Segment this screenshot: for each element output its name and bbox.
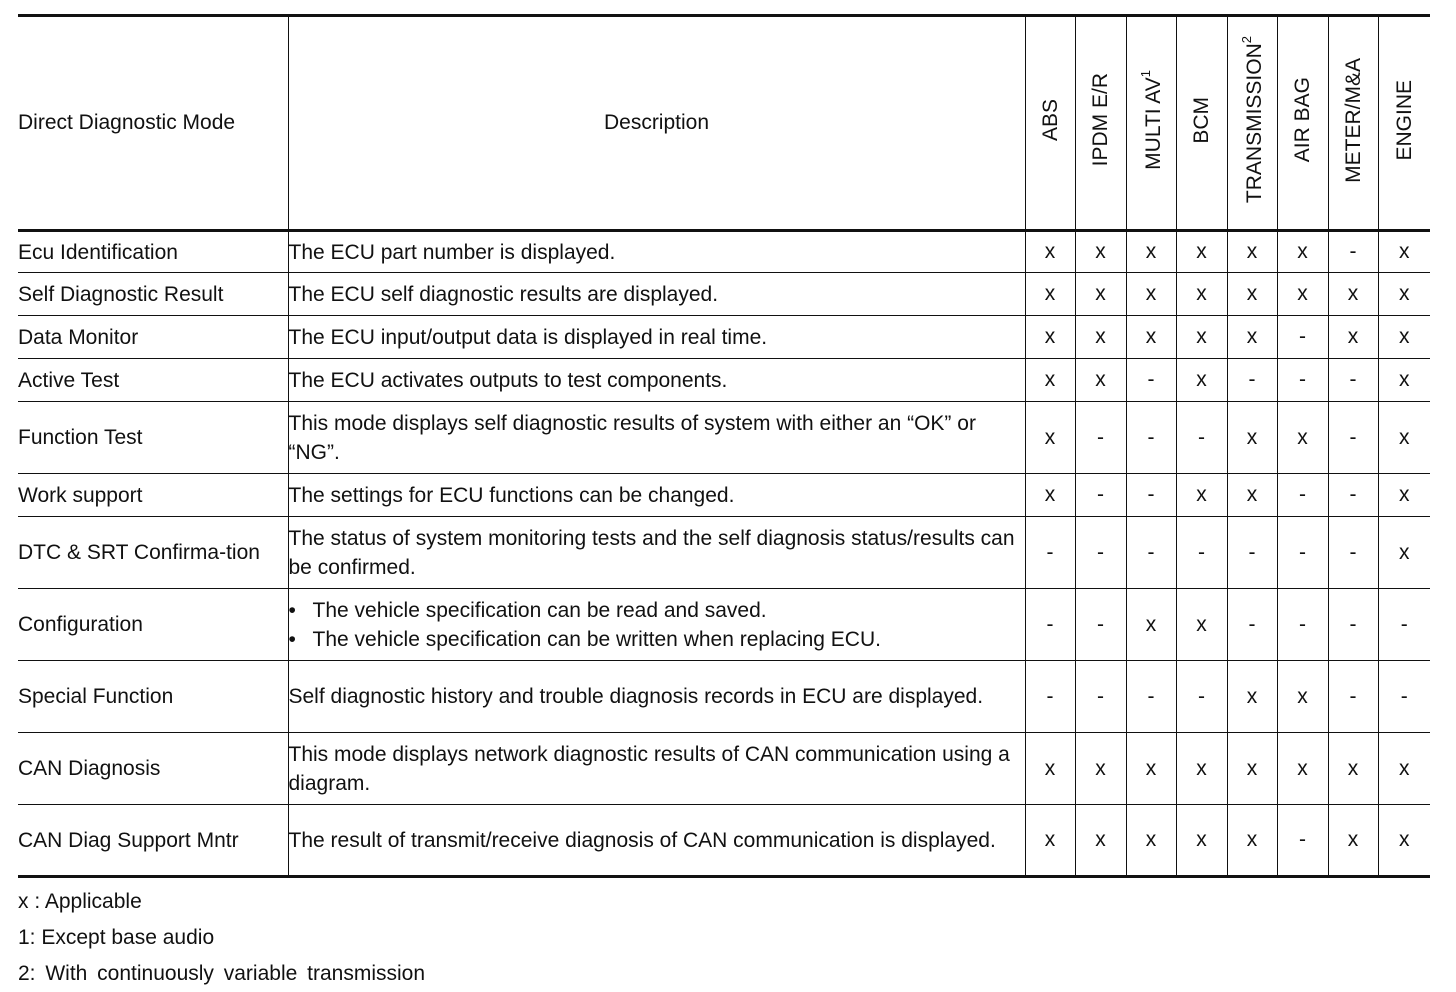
applicability-mark: - <box>1075 589 1126 661</box>
table-row <box>18 316 1430 359</box>
applicability-mark: - <box>1126 474 1176 517</box>
applicability-mark: - <box>1277 359 1328 402</box>
applicability-mark: - <box>1227 359 1277 402</box>
applicability-mark: - <box>1277 316 1328 359</box>
bullet-text: The vehicle specification can be written when replacing ECU. <box>312 627 881 651</box>
applicability-mark: x <box>1277 231 1328 273</box>
table-row <box>18 231 1430 273</box>
mode-cell: Special Function <box>18 661 288 733</box>
applicability-mark: x <box>1227 733 1277 805</box>
applicability-mark: x <box>1277 273 1328 316</box>
mode-cell: Active Test <box>18 359 288 402</box>
mode-cell: CAN Diag Support Mntr <box>18 805 288 877</box>
applicability-mark: x <box>1126 316 1176 359</box>
applicability-mark: x <box>1025 805 1075 877</box>
bullet-icon: • <box>288 598 296 622</box>
applicability-mark: - <box>1126 359 1176 402</box>
footnote-1: 1: Except base audio <box>18 926 215 949</box>
applicability-mark: - <box>1126 661 1176 733</box>
applicability-mark: x <box>1328 805 1378 877</box>
description-cell: The ECU self diagnostic results are displayed. <box>288 273 1025 316</box>
table-row <box>18 402 1430 474</box>
description-cell: This mode displays network diagnostic results of CAN communication using a diagram. <box>288 733 1025 805</box>
applicability-mark: x <box>1378 517 1430 589</box>
mode-cell: Self Diagnostic Result <box>18 273 288 316</box>
applicability-mark: x <box>1025 474 1075 517</box>
description-cell <box>288 589 1025 661</box>
applicability-mark: x <box>1025 231 1075 273</box>
table-row <box>18 661 1430 733</box>
table-row <box>18 589 1430 661</box>
applicability-mark: x <box>1075 805 1126 877</box>
description-cell: The settings for ECU functions can be changed. <box>288 474 1025 517</box>
applicability-mark: x <box>1075 316 1126 359</box>
applicability-mark: x <box>1025 402 1075 474</box>
description-cell: This mode displays self diagnostic results of system with either an “OK” or “NG”. <box>288 402 1025 474</box>
applicability-mark: - <box>1378 589 1430 661</box>
applicability-mark: x <box>1176 733 1227 805</box>
table-row <box>18 273 1430 316</box>
applicability-mark: x <box>1075 733 1126 805</box>
applicability-mark: - <box>1227 517 1277 589</box>
applicability-mark: - <box>1328 517 1378 589</box>
applicability-mark: - <box>1176 402 1227 474</box>
applicability-mark: x <box>1227 805 1277 877</box>
header-system-engine: ENGINE <box>1378 16 1430 231</box>
footnotes <box>18 884 425 992</box>
bullet-item <box>289 596 1025 625</box>
table-row <box>18 474 1430 517</box>
applicability-mark: - <box>1227 589 1277 661</box>
applicability-mark: x <box>1075 273 1126 316</box>
bullet-item <box>289 625 1025 654</box>
table-row <box>18 733 1430 805</box>
applicability-mark: x <box>1378 359 1430 402</box>
applicability-mark: x <box>1176 474 1227 517</box>
table-row <box>18 517 1430 589</box>
applicability-mark: x <box>1227 474 1277 517</box>
applicability-mark: x <box>1378 273 1430 316</box>
applicability-mark: x <box>1126 589 1176 661</box>
applicability-mark: x <box>1126 231 1176 273</box>
applicability-mark: - <box>1328 661 1378 733</box>
applicability-mark: x <box>1277 402 1328 474</box>
bullet-icon: • <box>288 627 296 651</box>
applicability-mark: x <box>1277 661 1328 733</box>
applicability-mark: - <box>1277 517 1328 589</box>
applicability-mark: x <box>1025 273 1075 316</box>
applicability-mark: - <box>1328 231 1378 273</box>
applicability-mark: x <box>1176 231 1227 273</box>
applicability-mark: x <box>1328 316 1378 359</box>
applicability-mark: - <box>1328 402 1378 474</box>
applicability-mark: - <box>1126 402 1176 474</box>
description-cell: The status of system monitoring tests and the self diagnosis status/results can be confirmed. <box>288 517 1025 589</box>
diagnostic-mode-table <box>18 14 1430 878</box>
applicability-mark: x <box>1378 805 1430 877</box>
applicability-mark: - <box>1328 474 1378 517</box>
applicability-mark: x <box>1176 805 1227 877</box>
table-row <box>18 359 1430 402</box>
applicability-mark: - <box>1176 661 1227 733</box>
applicability-mark: - <box>1328 359 1378 402</box>
header-description: Description <box>288 16 1025 231</box>
header-system-air-bag: AIR BAG <box>1277 16 1328 231</box>
header-system-transmission: TRANSMISSION$^2$ <box>1227 16 1277 231</box>
applicability-mark: - <box>1378 661 1430 733</box>
applicability-mark: x <box>1378 402 1430 474</box>
applicability-mark: x <box>1126 273 1176 316</box>
applicability-mark: - <box>1277 589 1328 661</box>
description-cell: The result of transmit/receive diagnosis of CAN communication is displayed. <box>288 805 1025 877</box>
applicability-mark: - <box>1075 402 1126 474</box>
applicability-mark: - <box>1025 589 1075 661</box>
applicability-mark: - <box>1075 517 1126 589</box>
mode-cell: Function Test <box>18 402 288 474</box>
applicability-mark: x <box>1176 589 1227 661</box>
applicability-mark: x <box>1227 402 1277 474</box>
header-mode: Direct Diagnostic Mode <box>18 16 288 231</box>
applicability-mark: x <box>1025 359 1075 402</box>
applicability-mark: - <box>1025 517 1075 589</box>
mode-cell: Data Monitor <box>18 316 288 359</box>
applicability-mark: x <box>1378 474 1430 517</box>
applicability-mark: - <box>1328 589 1378 661</box>
applicability-mark: x <box>1176 316 1227 359</box>
header-system-bcm: BCM <box>1176 16 1227 231</box>
bullet-text: The vehicle specification can be read and saved. <box>312 598 767 622</box>
applicability-mark: x <box>1176 359 1227 402</box>
applicability-mark: - <box>1176 517 1227 589</box>
applicability-mark: x <box>1378 231 1430 273</box>
applicability-mark: x <box>1126 805 1176 877</box>
applicability-mark: - <box>1075 661 1126 733</box>
applicability-mark: x <box>1227 231 1277 273</box>
header-system-meter: METER/M&A <box>1328 16 1378 231</box>
applicability-mark: x <box>1227 273 1277 316</box>
table-row <box>18 805 1430 877</box>
mode-cell: DTC & SRT Confirma-tion <box>18 517 288 589</box>
applicability-mark: x <box>1176 273 1227 316</box>
applicability-mark: x <box>1277 733 1328 805</box>
applicability-mark: x <box>1227 661 1277 733</box>
header-system-ipdm: IPDM E/R <box>1075 16 1126 231</box>
applicability-mark: x <box>1328 273 1378 316</box>
header-system-multi-av: MULTI $AV^1$ <box>1126 16 1176 231</box>
applicability-mark: x <box>1378 733 1430 805</box>
mode-cell: Ecu Identification <box>18 231 288 273</box>
applicability-mark: x <box>1075 359 1126 402</box>
mode-cell: Configuration <box>18 589 288 661</box>
applicability-mark: x <box>1378 316 1430 359</box>
applicability-mark: - <box>1277 805 1328 877</box>
header-row <box>18 16 1430 231</box>
mode-cell: Work support <box>18 474 288 517</box>
applicability-mark: x <box>1126 733 1176 805</box>
applicability-mark: x <box>1227 316 1277 359</box>
applicability-mark: x <box>1075 231 1126 273</box>
applicability-mark: - <box>1126 517 1176 589</box>
applicability-mark: - <box>1025 661 1075 733</box>
description-cell: The ECU part number is displayed. <box>288 231 1025 273</box>
applicability-mark: x <box>1025 733 1075 805</box>
applicability-mark: x <box>1328 733 1378 805</box>
description-cell: The ECU input/output data is displayed in real time. <box>288 316 1025 359</box>
applicability-mark: - <box>1075 474 1126 517</box>
description-cell: Self diagnostic history and trouble diagnosis records in ECU are displayed. <box>288 661 1025 733</box>
footnote-2: 2: With continuously variable transmission <box>18 962 426 985</box>
header-system-abs: ABS <box>1025 16 1075 231</box>
description-cell: The ECU activates outputs to test components. <box>288 359 1025 402</box>
footnote-applicable: x : Applicable <box>18 890 142 913</box>
applicability-mark: - <box>1277 474 1328 517</box>
mode-cell: CAN Diagnosis <box>18 733 288 805</box>
applicability-mark: x <box>1025 316 1075 359</box>
